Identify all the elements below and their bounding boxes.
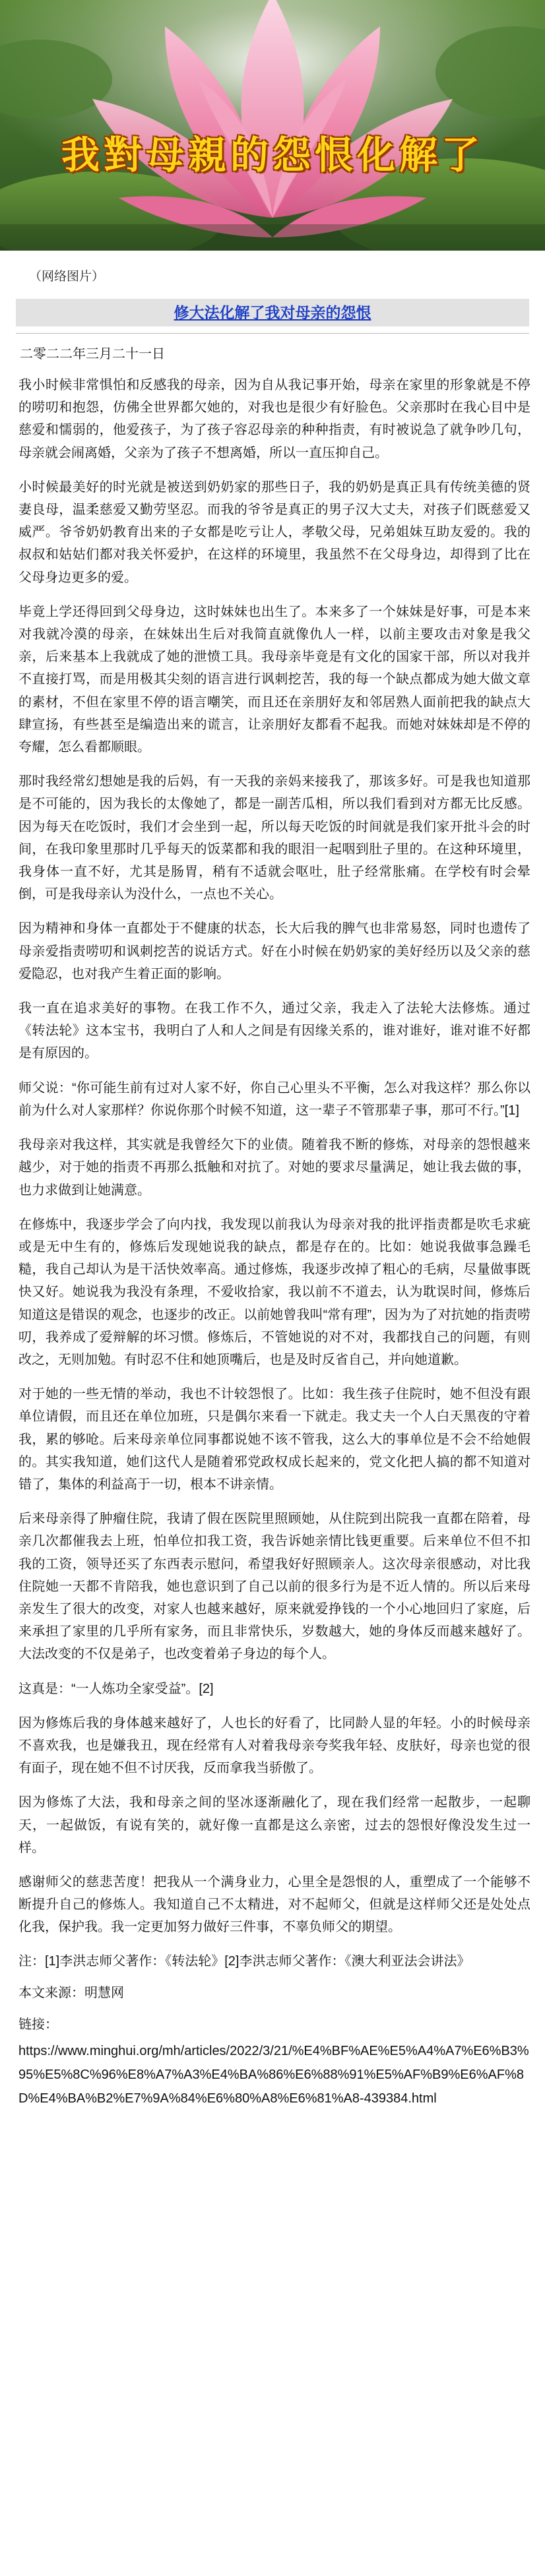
article-date: 二零二二年三月二十一日 bbox=[20, 347, 165, 361]
source-line: 本文来源：明慧网 bbox=[18, 1985, 124, 2000]
paragraph: 因为精神和身体一直都处于不健康的状态，长大后我的脾气也非常易怒，同时也遗传了母亲爱指责唠叨和讽刺挖苦的说话方式。好在小时候在奶奶家的美好经历以及父亲的慈爱隐忍，也对我产生着正面的影响。 bbox=[18, 921, 530, 981]
footnotes: 注：[1]李洪志师父著作：《转法轮》[2]李洪志师父著作：《澳大利亚法会讲法》 bbox=[18, 1953, 470, 1969]
paragraph: 这真是：“一人炼功全家受益”。[2] bbox=[18, 1681, 214, 1696]
link-label: 链接： bbox=[18, 2017, 58, 2032]
paragraph: 感谢师父的慈悲苦度！把我从一个满身业力，心里全是怨恨的人，重塑成了一个能够不断提升自己的修炼人。我知道自己不太精进，对不起师父，但就是这样师父还是处处点化我，保护我。我一定更加努力做好三件事，不辜负师父的期望。 bbox=[18, 1874, 530, 1935]
paragraph: 我一直在追求美好的事物。在我工作不久，通过父亲，我走入了法轮大法修炼。通过《转法轮》这本宝书，我明白了人和人之间是有因缘关系的，谁对谁好，谁对谁不好都是有原因的。 bbox=[18, 1001, 530, 1061]
article-link[interactable]: https://www.minghui.org/mh/articles/2022/3/21/%E4%BF%AE%E5%A4%A7%E6%B3%95%E5%8C%96%E8%A7%A3%E4%BA%86%E6%88%91%E5%AF%B9%E6%AF%8D%E4%BA%B2%E7%9A%84%E6%80%A8%E6%81%A8-439384.html bbox=[18, 2043, 529, 2106]
paragraph: 我小时候非常惧怕和反感我的母亲，因为自从我记事开始，母亲在家里的形象就是不停的唠叨和抱怨，仿佛全世界都欠她的，对我也是很少有好脸色。父亲那时在我心目中是慈爱和懦弱的，他爱孩子，为了孩子容忍母亲的种种指责，有时被说急了就争吵几句，母亲就会闹离婚，父亲为了孩子不想离婚，所以一直压抑自己。 bbox=[18, 378, 530, 460]
divider bbox=[16, 333, 529, 334]
paragraph: 在修炼中，我逐步学会了向内找，我发现以前我认为母亲对我的批评指责都是吹毛求疵或是无中生有的，修炼后发现她说我的缺点，都是存在的。比如：她说我做事急躁毛糙，我自己却认为是干活快效率高。通过修炼，我逐步改掉了粗心的毛病，尽量做事既快又好。她说我为我没有条理，不爱收拾家，我以前不不道去，认为耽误时间，修炼后知道这是错误的观念，也逐步的改正。以前她曾我叫“常有理”，因为为了对抗她的指责唠叨，我养成了爱辩解的坏习惯。修炼后，不管她说的对不对，我都找自己的问题，有则改之，无则加勉。有时忍不住和她顶嘴后，也是及时反省自己，并向她道歉。 bbox=[18, 1217, 530, 1367]
paragraph: 对于她的一些无情的举动，我也不计较怨恨了。比如：我生孩子住院时，她不但没有跟单位请假，而且还在单位加班，只是偶尔来看一下就走。我丈夫一个人白天黑夜的守着我，累的够呛。后来母亲单位同事都说她不该不管我，这么大的事单位是不会不给她假的。其实我知道，她们这代人是随着邪党政权成长起来的，党文化把人搞的都不知道对错了，集体的利益高于一切，根本不讲亲情。 bbox=[18, 1387, 530, 1492]
article-title-text: 修大法化解了我对母亲的怨恨 bbox=[174, 304, 371, 321]
paragraph: 因为修炼后我的身体越来越好了，人也长的好看了，比同龄人显的年轻。小的时候母亲不喜欢我，也是嫌我丑，现在经常有人对着我母亲夸奖我年轻、皮肤好，母亲也觉的很有面子，现在她不但不讨厌我，反而拿我当骄傲了。 bbox=[18, 1715, 530, 1776]
article-title bbox=[16, 299, 529, 326]
article bbox=[0, 251, 545, 2110]
paragraph: 后来母亲得了肿瘤住院，我请了假在医院里照顾她，从住院到出院我一直都在陪着，母亲几次都催我去上班，怕单位扣我工资，我告诉她亲情比钱更重要。后来单位不但不扣我的工资，领导还买了东西表示慰问，希望我好好照顾亲人。这次母亲很感动，对比我住院她一天都不肯陪我，她也意识到了自己以前的很多行为是不近人情的。所以后来母亲发生了很大的改变，对家人也越来越好，原来就爱挣钱的一个小心地回归了家庭，后来承担了家里的几乎所有家务，而且非常快乐，岁数越大，她的身体反而越来越好了。大法改变的不仅是弟子，也改变着弟子身边的每个人。 bbox=[18, 1512, 530, 1662]
banner-title: 我對母親的怨恨化解了 bbox=[61, 133, 484, 177]
paragraph: 师父说：“你可能生前有过对人家不好，你自己心里头不平衡，怎么对我这样？那么你以前为什么对人家那样？你说你那个时候不知道，这一辈子不管那辈子事，那可不行。”[1] bbox=[18, 1080, 530, 1118]
paragraph: 因为修炼了大法，我和母亲之间的坚冰逐渐融化了，现在我们经常一起散步，一起聊天，一起做饭，有说有笑的，就好像一直都是这么亲密，过去的怨恨好像没发生过一样。 bbox=[18, 1795, 530, 1855]
paragraph: 毕竟上学还得回到父母身边，这时妹妹也出生了。本来多了一个妹妹是好事，可是本来对我就冷漠的母亲，在妹妹出生后对我简直就像仇人一样，以前主要攻击对象是我父亲，后来基本上我就成了她的泄愤工具。我母亲毕竟是有文化的国家干部，所以对我并不直接打骂，而是用极其尖刻的语言进行讽刺挖苦，我的每一个缺点都成为她大做文章的素材，不但在家里不停的语言嘲笑，而且还在亲朋好友和邻居熟人面前把我的缺点大肆宣扬，有些甚至是编造出来的谎言，让亲朋好友都看不起我。而她对妹妹却是不停的夸耀，怎么看都顺眼。 bbox=[18, 604, 530, 755]
paragraph: 那时我经常幻想她是我的后妈，有一天我的亲妈来接我了，那该多好。可是我也知道那是不可能的，因为我长的太像她了，都是一副苦瓜相，所以我们看到对方都无比反感。因为每天在吃饭时，我们才会坐到一起，所以每天吃饭的时间就是我们家开批斗会的时间，在我印象里那时几乎每天的饭菜都和我的眼泪一起咽到肚子里的。在这种环境里，我身体一直不好，尤其是肠胃，稍有不适就会呕吐，肚子经常胀痛。在学校有时会晕倒，可是我母亲认为没什么，一点也不关心。 bbox=[18, 774, 530, 902]
image-caption: （网络图片） bbox=[29, 270, 105, 284]
banner-image bbox=[0, 0, 545, 251]
paragraph: 我母亲对我这样，其实就是我曾经欠下的业债。随着我不断的修炼，对母亲的怨恨越来越少，对于她的指责不再那么抵触和对抗了。对她的要求尽量满足，她让我去做的事，也力求做到让她满意。 bbox=[18, 1138, 530, 1198]
paragraph: 小时候最美好的时光就是被送到奶奶家的那些日子，我的奶奶是真正具有传统美德的贤妻良母，温柔慈爱又勤劳坚忍。而我的爷爷是真正的男子汉大丈夫，对孩子们既慈爱又威严。爷爷奶奶教育出来的子女都是吃亏让人，孝敬父母，兄弟姐妹互助友爱的。我的叔叔和姑姑们都对我关怀爱护，在这样的环境里，我虽然不在父母身边，却得到了比在父母身边更多的爱。 bbox=[18, 479, 530, 585]
